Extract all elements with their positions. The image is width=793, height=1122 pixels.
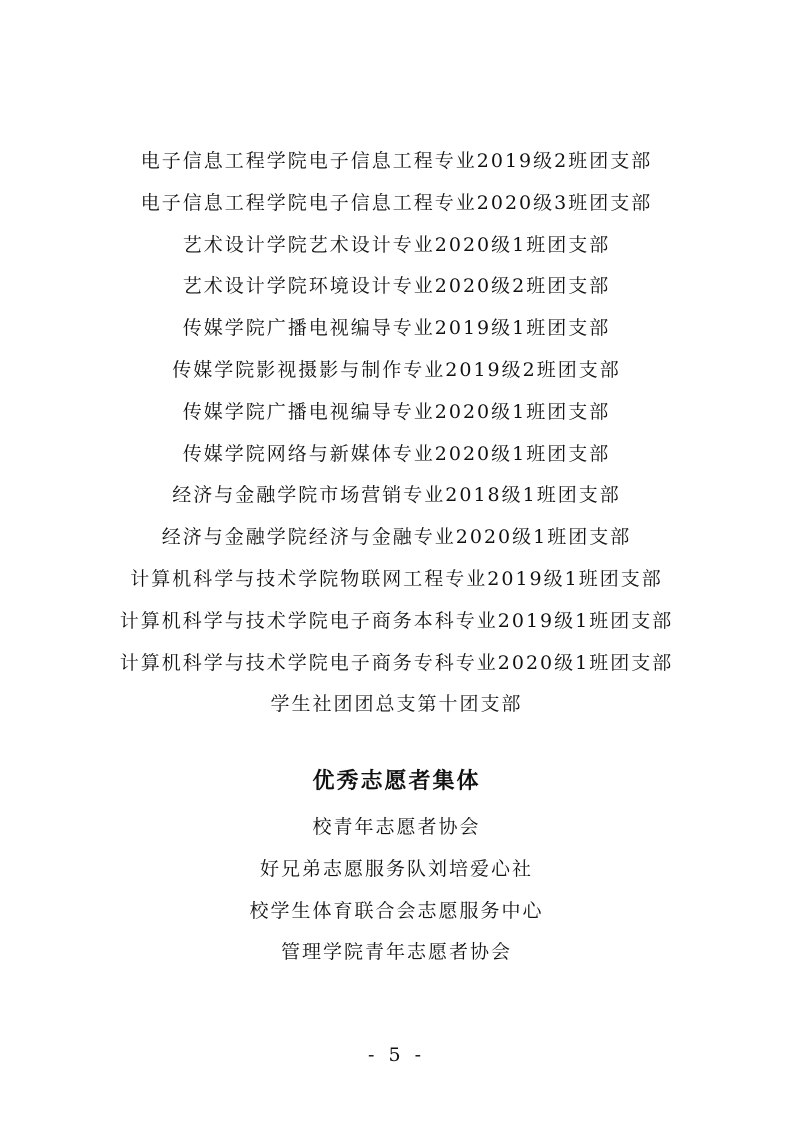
list-item: 传媒学院网络与新媒体专业2020级1班团支部 [182,442,611,465]
list-item: 管理学院青年志愿者协会 [280,941,512,964]
volunteer-list [0,812,793,979]
branch-list [0,146,793,731]
list-item: 好兄弟志愿服务队刘培爱心社 [259,857,533,880]
list-item: 传媒学院广播电视编导专业2019级1班团支部 [182,317,611,340]
list-item: 电子信息工程学院电子信息工程专业2019级2班团支部 [140,150,653,172]
list-item: 传媒学院影视摄影与制作专业2019级2班团支部 [172,358,621,381]
list-item: 学生社团团总支第十团支部 [270,693,523,716]
page-number: - 5 - [367,1044,425,1066]
list-item: 电子信息工程学院电子信息工程专业2020级3班团支部 [140,191,653,214]
list-item: 艺术设计学院环境设计专业2020级2班团支部 [182,275,611,298]
list-item: 校青年志愿者协会 [312,816,481,838]
list-item: 艺术设计学院艺术设计专业2020级1班团支部 [182,233,611,256]
list-item: 校学生体育联合会志愿服务中心 [249,899,544,922]
section-title: 优秀志愿者集体 [312,769,481,794]
list-item: 经济与金融学院市场营销专业2018级1班团支部 [172,484,621,507]
list-item: 计算机科学与技术学院电子商务专科专业2020级1班团支部 [119,651,674,674]
list-item: 计算机科学与技术学院物联网工程专业2019级1班团支部 [130,567,663,590]
list-item: 经济与金融学院经济与金融专业2020级1班团支部 [161,526,632,549]
list-item: 传媒学院广播电视编导专业2020级1班团支部 [182,400,611,423]
list-item: 计算机科学与技术学院电子商务本科专业2019级1班团支部 [119,609,674,632]
